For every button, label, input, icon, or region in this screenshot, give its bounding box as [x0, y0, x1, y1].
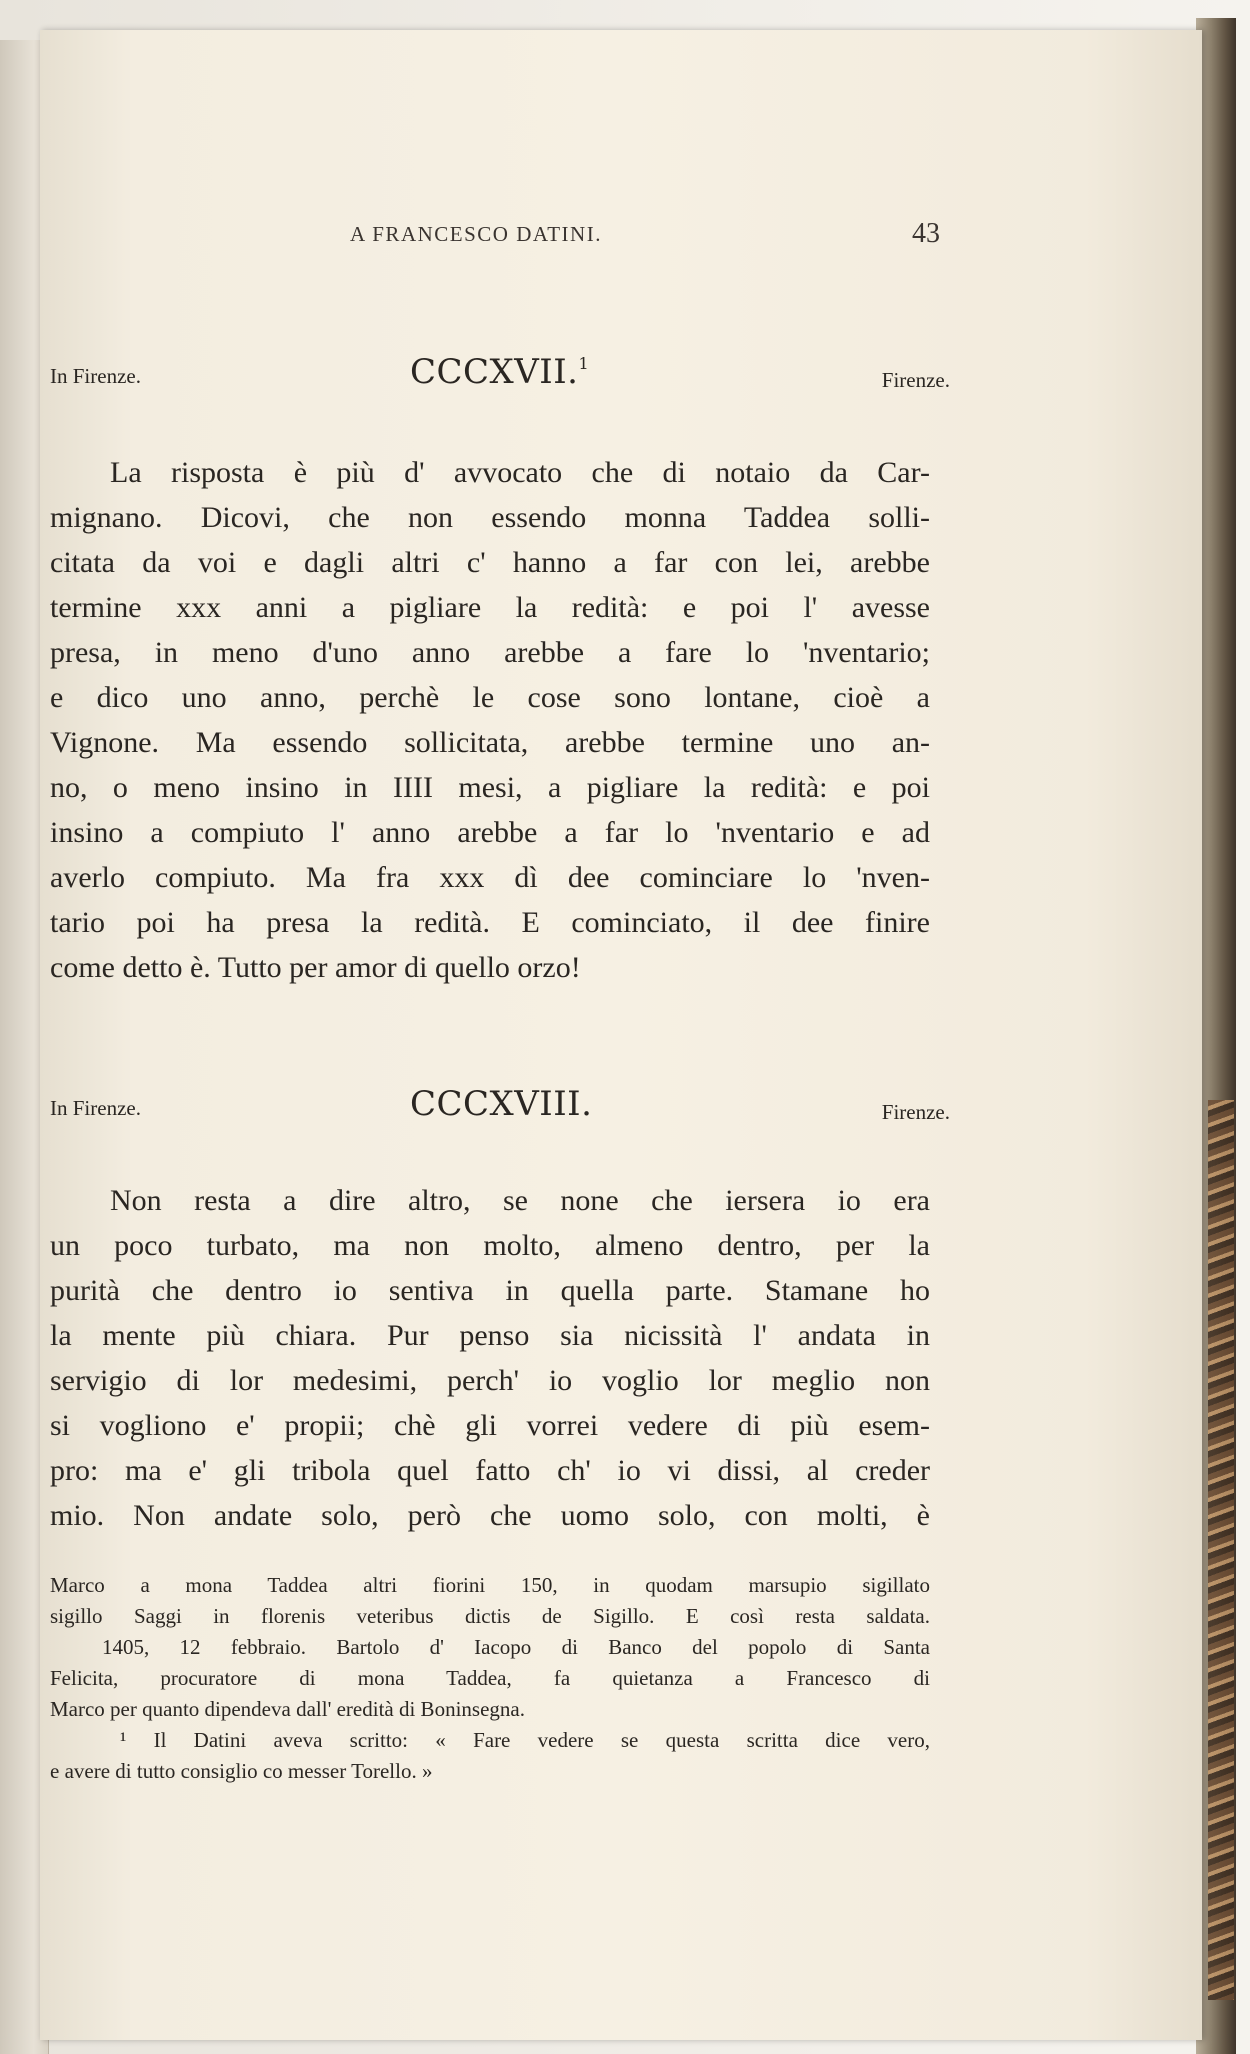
text-line: la mente più chiara. Pur penso sia nicissità l' andata in [50, 1319, 930, 1352]
text-line: insino a compiuto l' anno arebbe a far lo 'nventario e ad [50, 816, 930, 849]
letter-destination: Firenze. [881, 368, 950, 392]
footnote-line: 1405, 12 febbraio. Bartolo d' Iacopo di Banco del popolo di Santa [102, 1635, 930, 1659]
letter-body-cccxviii [50, 1178, 930, 1538]
letter-destination: Firenze. [881, 1100, 950, 1124]
footnote-mark: 1 [578, 354, 590, 373]
text-line: citata da voi e dagli altri c' hanno a far con lei, arebbe [50, 546, 930, 579]
page-number: 43 [912, 218, 940, 249]
text-line: pro: ma e' gli tribola quel fatto ch' io vi dissi, al creder [50, 1454, 930, 1487]
text-line: La risposta è più d' avvocato che di notaio da Car- [110, 456, 930, 489]
letter-body-cccxvii [50, 450, 930, 990]
footnote-line: Marco per quanto dipendeva dall' eredità di Boninsegna. [50, 1697, 525, 1721]
text-line: si vogliono e' propii; chè gli vorrei vedere di più esem- [50, 1409, 930, 1442]
text-line: purità che dentro io sentiva in quella parte. Stamane ho [50, 1274, 930, 1307]
letter-number-text: CCCXVII. [410, 352, 579, 392]
letter-number: CCCXVIII. [410, 1084, 593, 1124]
footnotes [50, 1570, 930, 1787]
footnote-line: ¹ Il Datini aveva scritto: « Fare vedere se questa scritta dice vero, [120, 1728, 930, 1752]
letter-origin: In Firenze. [50, 1096, 141, 1120]
footnote-line: Felicita, procuratore di mona Taddea, fa quietanza a Francesco di [50, 1666, 930, 1690]
text-line: termine xxx anni a pigliare la redità: e poi l' avesse [50, 591, 930, 624]
text-line: Non resta a dire altro, se none che iersera io era [110, 1184, 930, 1217]
text-line: presa, in meno d'uno anno arebbe a fare lo 'nventario; [50, 636, 930, 669]
text-line: mio. Non andate solo, però che uomo solo, con molti, è [50, 1499, 930, 1532]
book-page [40, 30, 1202, 2040]
letter-heading-cccxviii [50, 1084, 950, 1128]
text-line: tario poi ha presa la redità. E cominciato, il dee finire [50, 906, 930, 939]
text-line: mignano. Dicovi, che non essendo monna Taddea solli- [50, 501, 930, 534]
letter-number [410, 352, 589, 392]
text-line: servigio di lor medesimi, perch' io voglio lor meglio non [50, 1364, 930, 1397]
footnote-line: sigillo Saggi in florenis veteribus dictis de Sigillo. E così resta saldata. [50, 1604, 930, 1628]
footnote-line: e avere di tutto consiglio co messer Torello. » [50, 1759, 433, 1783]
text-line: e dico uno anno, perchè le cose sono lontane, cioè a [50, 681, 930, 714]
text-line: averlo compiuto. Ma fra xxx dì dee cominciare lo 'nven- [50, 861, 930, 894]
letter-heading-cccxvii [50, 352, 950, 396]
text-line: un poco turbato, ma non molto, almeno dentro, per la [50, 1229, 930, 1262]
binding-pattern [1208, 1100, 1234, 2000]
text-line: come detto è. Tutto per amor di quello orzo! [50, 951, 581, 984]
footnote-line: Marco a mona Taddea altri fiorini 150, in quodam marsupio sigillato [50, 1573, 930, 1597]
text-line: Vignone. Ma essendo sollicitata, arebbe termine uno an- [50, 726, 930, 759]
running-title: A FRANCESCO DATINI. [350, 222, 602, 246]
text-line: no, o meno insino in IIII mesi, a pigliare la redità: e poi [50, 771, 930, 804]
letter-origin: In Firenze. [50, 364, 141, 388]
